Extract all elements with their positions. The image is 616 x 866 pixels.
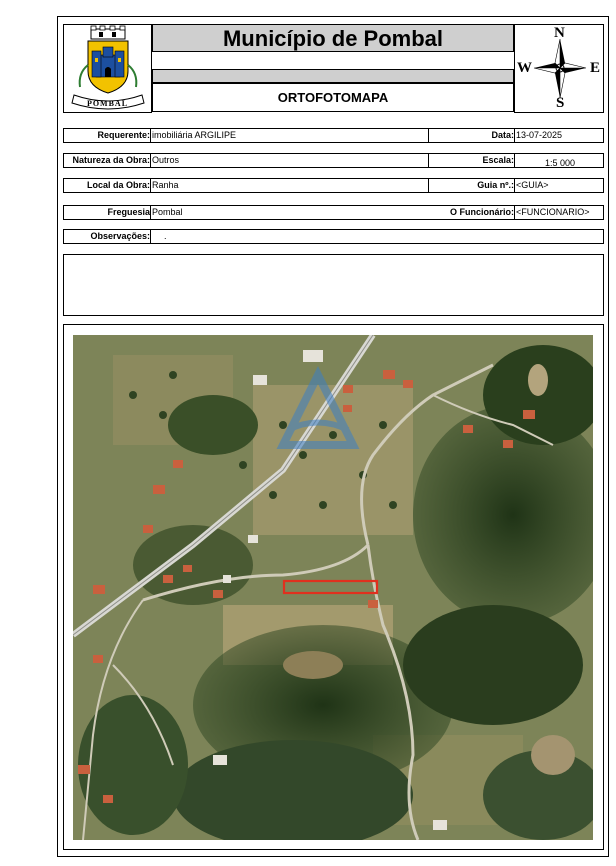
data-value: 13-07-2025 — [516, 130, 563, 140]
logo-box — [63, 24, 152, 113]
guia-value: <GUIA> — [516, 180, 549, 190]
observacoes-value: . — [164, 231, 167, 241]
notes-box — [63, 254, 604, 316]
aerial-photo-image — [73, 335, 593, 840]
compass-box — [514, 24, 604, 113]
funcionario-value: <FUNCIONARIO> — [516, 207, 590, 217]
natureza-value: Outros — [152, 155, 180, 165]
escala-value: 1:5 000 — [544, 158, 576, 168]
observacoes-label: Observações: — [90, 231, 150, 241]
logo-caption: POMBAL — [86, 99, 129, 108]
freguesia-label: Freguesia — [107, 207, 150, 217]
page-title: Município de Pombal — [152, 24, 514, 52]
local-value: Ranha — [152, 180, 179, 190]
compass-west: W — [517, 60, 532, 76]
page-subtitle: ORTOFOTOMAPA — [152, 83, 514, 112]
orthophoto-map[interactable] — [73, 335, 593, 840]
compass-east: E — [590, 60, 601, 76]
escala-label: Escala: — [482, 155, 514, 165]
guia-label: Guia nº.: — [477, 180, 514, 190]
natureza-label: Natureza da Obra: — [72, 155, 150, 165]
funcionario-label: O Funcionário: — [450, 207, 514, 217]
requerente-value: imobiliária ARGILIPE — [152, 130, 237, 140]
compass-north: N — [554, 25, 565, 41]
requerente-label: Requerente: — [97, 130, 150, 140]
local-label: Local da Obra: — [86, 180, 150, 190]
header-divider-bar — [152, 69, 514, 83]
freguesia-value: Pombal — [152, 207, 183, 217]
compass-south: S — [556, 95, 565, 111]
data-label: Data: — [491, 130, 514, 140]
